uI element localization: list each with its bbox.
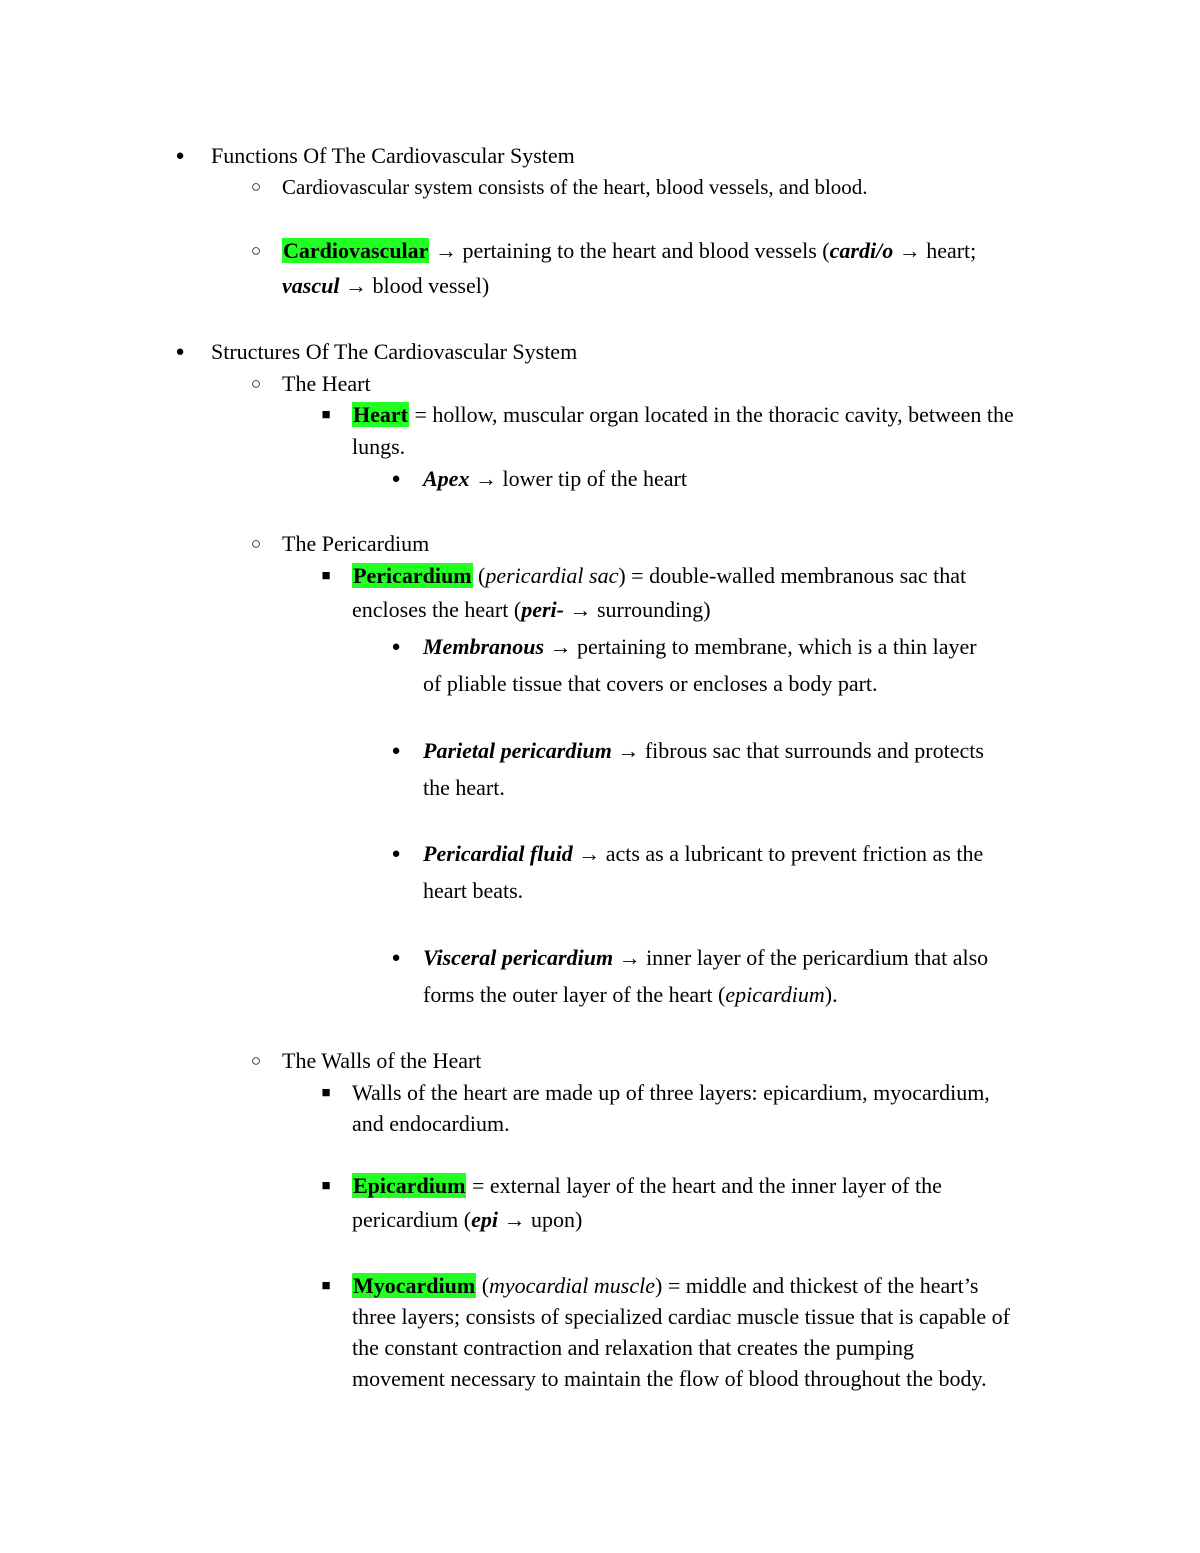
term-heart: Heart (353, 402, 408, 427)
bullet-dot: ● (391, 950, 401, 966)
root-cardio: cardi/o (829, 238, 894, 263)
fluid-definition-line-1: Pericardial fluid → acts as a lubricant to prevent friction as the (423, 841, 984, 866)
term-cardiovascular: Cardiovascular (283, 238, 429, 263)
bullet-square: ■ (321, 407, 331, 423)
prefix-peri: peri- (521, 597, 564, 622)
bullet-dot: ● (391, 846, 401, 862)
myocardium-definition-line-4: movement necessary to maintain the flow of blood throughout the body. (352, 1366, 987, 1391)
bullet-dot: ● (175, 344, 185, 360)
myocardium-definition-line-1: Myocardium (myocardial muscle) = middle and thickest of the heart’s (353, 1273, 979, 1298)
term-visceral-pericardium: Visceral pericardium (423, 945, 614, 970)
bullet-circle: ○ (250, 177, 262, 196)
prefix-epi: epi (471, 1207, 498, 1232)
bullet-dot: ● (391, 639, 401, 655)
bullet-circle: ○ (250, 1051, 262, 1070)
fluid-definition-line-2: heart beats. (423, 878, 524, 903)
cardiovascular-definition-line-2: vascul → blood vessel) (282, 273, 490, 298)
visceral-definition-line-1: Visceral pericardium → inner layer of the pericardium that also (423, 945, 989, 970)
term-parietal-pericardium: Parietal pericardium (423, 738, 612, 763)
term-pericardial-fluid: Pericardial fluid (423, 841, 573, 866)
membranous-definition-line-1: Membranous → pertaining to membrane, which is a thin layer (423, 634, 977, 659)
bullet-circle: ○ (250, 374, 262, 393)
myocardium-definition-line-2: three layers; consists of specialized cardiac muscle tissue that is capable of (352, 1304, 1010, 1329)
membranous-definition-line-2: of pliable tissue that covers or encloses a body part. (423, 671, 878, 696)
bullet-dot: ● (391, 471, 401, 487)
bullet-square: ■ (321, 1278, 331, 1294)
bullet-dot: ● (175, 148, 185, 164)
visceral-definition-line-2: forms the outer layer of the heart (epicardium). (423, 982, 838, 1007)
pericardium-definition-line-2: encloses the heart (peri- → surrounding) (352, 597, 711, 622)
functions-intro: Cardiovascular system consists of the heart, blood vessels, and blood. (282, 175, 868, 199)
bullet-circle: ○ (250, 534, 262, 553)
term-apex: Apex (423, 466, 470, 491)
walls-line-1: Walls of the heart are made up of three layers: epicardium, myocardium, (352, 1080, 990, 1105)
term-membranous: Membranous (423, 634, 545, 659)
heart-definition-line-1: Heart = hollow, muscular organ located in the thoracic cavity, between the (353, 402, 1014, 427)
apex-definition: Apex → lower tip of the heart (423, 466, 687, 491)
heading-structures: Structures Of The Cardiovascular System (211, 339, 578, 364)
heart-definition-line-2: lungs. (352, 434, 406, 459)
heading-the-walls: The Walls of the Heart (282, 1048, 482, 1073)
term-myocardium: Myocardium (353, 1273, 476, 1298)
heading-functions: Functions Of The Cardiovascular System (211, 143, 575, 168)
bullet-square: ■ (321, 1085, 331, 1101)
heading-the-pericardium: The Pericardium (282, 531, 430, 556)
bullet-square: ■ (321, 1178, 331, 1194)
myocardium-definition-line-3: the constant contraction and relaxation that creates the pumping (352, 1335, 915, 1360)
bullet-dot: ● (391, 743, 401, 759)
epicardium-definition-line-2: pericardium (epi → upon) (352, 1207, 583, 1232)
bullet-square: ■ (321, 568, 331, 584)
epicardium-definition-line-1: Epicardium = external layer of the heart and the inner layer of the (353, 1173, 942, 1198)
walls-line-2: and endocardium. (352, 1111, 510, 1136)
bullet-circle: ○ (250, 241, 262, 260)
parietal-definition-line-2: the heart. (423, 775, 505, 800)
pericardium-definition-line-1: Pericardium (pericardial sac) = double-walled membranous sac that (353, 563, 967, 588)
term-epicardium: Epicardium (353, 1173, 466, 1198)
cardiovascular-definition-line-1: Cardiovascular → pertaining to the heart and blood vessels (cardi/o → heart; (283, 238, 977, 263)
root-vascul: vascul (282, 273, 340, 298)
term-pericardium: Pericardium (353, 563, 472, 588)
parietal-definition-line-1: Parietal pericardium → fibrous sac that surrounds and protects (423, 738, 984, 763)
heading-the-heart: The Heart (282, 371, 371, 396)
